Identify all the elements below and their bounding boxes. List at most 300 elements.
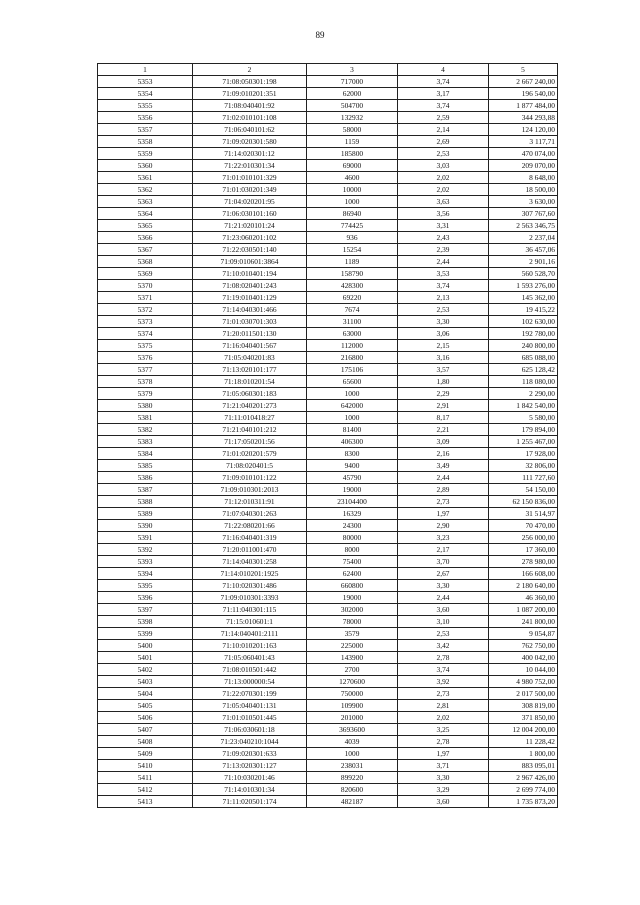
- table-cell-col-3: 482187: [307, 796, 398, 808]
- table-row: [98, 604, 558, 616]
- table-cell-col-4: 3,03: [398, 160, 489, 172]
- table-cell-col-2: 71:13:020301:127: [193, 760, 307, 772]
- table-cell-col-3: 2700: [307, 664, 398, 676]
- table-cell-col-3: 642000: [307, 400, 398, 412]
- table-cell-col-5: 111 727,60: [489, 472, 558, 484]
- table-row: [98, 76, 558, 88]
- table-cell-col-3: 15254: [307, 244, 398, 256]
- table-cell-col-3: 69220: [307, 292, 398, 304]
- table-cell-col-4: 3,49: [398, 460, 489, 472]
- table-cell-col-5: 308 819,00: [489, 700, 558, 712]
- table-cell-col-3: 31100: [307, 316, 398, 328]
- table-cell-col-2: 71:01:020201:579: [193, 448, 307, 460]
- table-row: [98, 748, 558, 760]
- table-cell-col-1: 5389: [98, 508, 193, 520]
- table-cell-col-5: 2 290,00: [489, 388, 558, 400]
- table-cell-col-2: 71:16:040401:567: [193, 340, 307, 352]
- table-cell-col-4: 3,10: [398, 616, 489, 628]
- table-row: [98, 652, 558, 664]
- table-cell-col-5: 118 080,00: [489, 376, 558, 388]
- table-cell-col-4: 2,29: [398, 388, 489, 400]
- table-cell-col-2: 71:16:040401:319: [193, 532, 307, 544]
- table-cell-col-1: 5407: [98, 724, 193, 736]
- page-number: 89: [315, 30, 325, 40]
- table-cell-col-3: 225000: [307, 640, 398, 652]
- table-cell-col-2: 71:01:030201:349: [193, 184, 307, 196]
- table-row: [98, 784, 558, 796]
- table-row: [98, 148, 558, 160]
- table-cell-col-1: 5412: [98, 784, 193, 796]
- table-row: [98, 184, 558, 196]
- table-row: [98, 160, 558, 172]
- table-row: [98, 484, 558, 496]
- table-cell-col-1: 5366: [98, 232, 193, 244]
- table-row: [98, 772, 558, 784]
- table-cell-col-4: 3,23: [398, 532, 489, 544]
- table-row: [98, 124, 558, 136]
- table-cell-col-1: 5356: [98, 112, 193, 124]
- table-cell-col-2: 71:09:010601:3864: [193, 256, 307, 268]
- column-header-5: 5: [489, 64, 558, 76]
- table-row: [98, 712, 558, 724]
- table-cell-col-3: 58000: [307, 124, 398, 136]
- table-cell-col-1: 5358: [98, 136, 193, 148]
- table-row: [98, 88, 558, 100]
- table-cell-col-3: 1000: [307, 388, 398, 400]
- table-cell-col-5: 62 150 836,00: [489, 496, 558, 508]
- table-cell-col-2: 71:14:010301:34: [193, 784, 307, 796]
- table-cell-col-1: 5402: [98, 664, 193, 676]
- table-row: [98, 760, 558, 772]
- table-row: [98, 556, 558, 568]
- table-cell-col-3: 8300: [307, 448, 398, 460]
- table-cell-col-4: 2,44: [398, 472, 489, 484]
- table-cell-col-4: 2,53: [398, 148, 489, 160]
- table-cell-col-4: 3,70: [398, 556, 489, 568]
- table-cell-col-2: 71:08:020401:243: [193, 280, 307, 292]
- table-cell-col-5: 9 054,87: [489, 628, 558, 640]
- table-cell-col-4: 2,14: [398, 124, 489, 136]
- table-cell-col-3: 185800: [307, 148, 398, 160]
- table-cell-col-3: 81400: [307, 424, 398, 436]
- table-cell-col-1: 5367: [98, 244, 193, 256]
- table-row: [98, 400, 558, 412]
- table-cell-col-3: 19000: [307, 484, 398, 496]
- table-cell-col-3: 69000: [307, 160, 398, 172]
- table-row: [98, 100, 558, 112]
- table-row: [98, 796, 558, 808]
- table-row: [98, 496, 558, 508]
- table-cell-col-3: 3579: [307, 628, 398, 640]
- table-cell-col-1: 5385: [98, 460, 193, 472]
- table-cell-col-1: 5365: [98, 220, 193, 232]
- table-cell-col-2: 71:06:030101:160: [193, 208, 307, 220]
- table-cell-col-5: 1 087 200,00: [489, 604, 558, 616]
- table-cell-col-4: 2,17: [398, 544, 489, 556]
- table-cell-col-1: 5392: [98, 544, 193, 556]
- table-cell-col-3: 774425: [307, 220, 398, 232]
- table-cell-col-1: 5370: [98, 280, 193, 292]
- table-cell-col-5: 883 095,01: [489, 760, 558, 772]
- table-cell-col-4: 3,30: [398, 772, 489, 784]
- table-row: [98, 280, 558, 292]
- table-row: [98, 112, 558, 124]
- table-cell-col-1: 5381: [98, 412, 193, 424]
- table-cell-col-3: 19000: [307, 592, 398, 604]
- table-cell-col-5: 11 228,42: [489, 736, 558, 748]
- header-row: [98, 64, 558, 76]
- table-cell-col-1: 5405: [98, 700, 193, 712]
- table-cell-col-5: 400 042,00: [489, 652, 558, 664]
- table-cell-col-3: 660800: [307, 580, 398, 592]
- table-cell-col-4: 2,81: [398, 700, 489, 712]
- table-cell-col-5: 470 074,00: [489, 148, 558, 160]
- table-cell-col-3: 1189: [307, 256, 398, 268]
- table-cell-col-5: 4 980 752,00: [489, 676, 558, 688]
- column-header-4: 4: [398, 64, 489, 76]
- table-cell-col-3: 1000: [307, 196, 398, 208]
- table-row: [98, 472, 558, 484]
- table-cell-col-5: 2 967 426,00: [489, 772, 558, 784]
- table-cell-col-4: 3,60: [398, 604, 489, 616]
- column-header-2: 2: [193, 64, 307, 76]
- table-cell-col-5: 12 004 200,00: [489, 724, 558, 736]
- table-cell-col-4: 2,02: [398, 712, 489, 724]
- table-cell-col-5: 17 360,00: [489, 544, 558, 556]
- table-cell-col-2: 71:21:040101:212: [193, 424, 307, 436]
- table-cell-col-3: 65600: [307, 376, 398, 388]
- table-cell-col-2: 71:01:010501:445: [193, 712, 307, 724]
- table-cell-col-4: 3,30: [398, 316, 489, 328]
- table-row: [98, 688, 558, 700]
- table-cell-col-5: 5 580,00: [489, 412, 558, 424]
- table-cell-col-4: 3,57: [398, 364, 489, 376]
- table-cell-col-1: 5388: [98, 496, 193, 508]
- table-cell-col-2: 71:01:030701:303: [193, 316, 307, 328]
- column-header-3: 3: [307, 64, 398, 76]
- table-cell-col-3: 504700: [307, 100, 398, 112]
- table-cell-col-5: 192 780,00: [489, 328, 558, 340]
- table-cell-col-3: 201000: [307, 712, 398, 724]
- table-cell-col-3: 406300: [307, 436, 398, 448]
- table-cell-col-5: 19 415,22: [489, 304, 558, 316]
- table-cell-col-5: 18 500,00: [489, 184, 558, 196]
- table-cell-col-2: 71:11:010418:27: [193, 412, 307, 424]
- table-cell-col-2: 71:04:020201:95: [193, 196, 307, 208]
- table-cell-col-2: 71:22:030501:140: [193, 244, 307, 256]
- table-cell-col-5: 1 877 484,00: [489, 100, 558, 112]
- table-cell-col-4: 2,59: [398, 112, 489, 124]
- table-row: [98, 244, 558, 256]
- table-cell-col-4: 2,90: [398, 520, 489, 532]
- table-cell-col-3: 112000: [307, 340, 398, 352]
- table-cell-col-1: 5369: [98, 268, 193, 280]
- table-cell-col-2: 71:10:010201:163: [193, 640, 307, 652]
- table-cell-col-1: 5354: [98, 88, 193, 100]
- table-cell-col-4: 2,89: [398, 484, 489, 496]
- table-cell-col-4: 3,30: [398, 580, 489, 592]
- table-cell-col-1: 5353: [98, 76, 193, 88]
- table-cell-col-3: 62400: [307, 568, 398, 580]
- table-cell-col-4: 8,17: [398, 412, 489, 424]
- table-row: [98, 676, 558, 688]
- table-row: [98, 460, 558, 472]
- table-cell-col-3: 78000: [307, 616, 398, 628]
- table-cell-col-5: 560 528,70: [489, 268, 558, 280]
- table-cell-col-5: 145 362,00: [489, 292, 558, 304]
- table-cell-col-3: 899220: [307, 772, 398, 784]
- table-cell-col-1: 5379: [98, 388, 193, 400]
- table-row: [98, 292, 558, 304]
- table-cell-col-5: 2 667 240,00: [489, 76, 558, 88]
- table-row: [98, 340, 558, 352]
- table-cell-col-3: 158790: [307, 268, 398, 280]
- table-cell-col-1: 5373: [98, 316, 193, 328]
- table-cell-col-4: 3,06: [398, 328, 489, 340]
- table-cell-col-5: 2 017 500,00: [489, 688, 558, 700]
- table-cell-col-1: 5355: [98, 100, 193, 112]
- table-row: [98, 424, 558, 436]
- table-cell-col-5: 36 457,06: [489, 244, 558, 256]
- table-cell-col-2: 71:02:010101:108: [193, 112, 307, 124]
- table-cell-col-2: 71:09:010201:351: [193, 88, 307, 100]
- table-cell-col-3: 820600: [307, 784, 398, 796]
- table-cell-col-3: 4039: [307, 736, 398, 748]
- table-cell-col-5: 179 894,00: [489, 424, 558, 436]
- table-row: [98, 208, 558, 220]
- table-cell-col-3: 238031: [307, 760, 398, 772]
- table-cell-col-1: 5413: [98, 796, 193, 808]
- table-cell-col-2: 71:05:060401:43: [193, 652, 307, 664]
- table-cell-col-4: 1,80: [398, 376, 489, 388]
- table-cell-col-1: 5372: [98, 304, 193, 316]
- table-row: [98, 172, 558, 184]
- table-cell-col-5: 344 293,88: [489, 112, 558, 124]
- table-cell-col-4: 2,91: [398, 400, 489, 412]
- table-cell-col-2: 71:22:070301:199: [193, 688, 307, 700]
- table-cell-col-3: 9400: [307, 460, 398, 472]
- table-cell-col-3: 936: [307, 232, 398, 244]
- table-row: [98, 232, 558, 244]
- table-cell-col-5: 46 360,00: [489, 592, 558, 604]
- table-cell-col-2: 71:06:030601:18: [193, 724, 307, 736]
- table-cell-col-2: 71:14:040401:2111: [193, 628, 307, 640]
- table-cell-col-5: 196 540,00: [489, 88, 558, 100]
- table-cell-col-1: 5403: [98, 676, 193, 688]
- table-cell-col-5: 625 128,42: [489, 364, 558, 376]
- table-row: [98, 520, 558, 532]
- table-cell-col-2: 71:17:050201:56: [193, 436, 307, 448]
- table-cell-col-1: 5382: [98, 424, 193, 436]
- table-cell-col-3: 1000: [307, 748, 398, 760]
- table-cell-col-4: 2,69: [398, 136, 489, 148]
- table-cell-col-5: 8 648,00: [489, 172, 558, 184]
- table-cell-col-5: 1 842 540,00: [489, 400, 558, 412]
- table-cell-col-2: 71:21:020101:24: [193, 220, 307, 232]
- table-cell-col-2: 71:08:020401:5: [193, 460, 307, 472]
- column-header-1: 1: [98, 64, 193, 76]
- table-cell-col-1: 5396: [98, 592, 193, 604]
- table-row: [98, 628, 558, 640]
- table-row: [98, 316, 558, 328]
- table-cell-col-4: 3,09: [398, 436, 489, 448]
- table-cell-col-3: 4600: [307, 172, 398, 184]
- table-row: [98, 196, 558, 208]
- table-cell-col-4: 3,42: [398, 640, 489, 652]
- table-cell-col-2: 71:10:020301:486: [193, 580, 307, 592]
- table-cell-col-1: 5409: [98, 748, 193, 760]
- table-cell-col-4: 2,13: [398, 292, 489, 304]
- table-cell-col-4: 3,74: [398, 664, 489, 676]
- table-cell-col-5: 3 117,71: [489, 136, 558, 148]
- table-cell-col-5: 685 088,00: [489, 352, 558, 364]
- table-cell-col-3: 109900: [307, 700, 398, 712]
- table-body: [98, 76, 558, 808]
- table-cell-col-3: 175106: [307, 364, 398, 376]
- table-cell-col-2: 71:05:040201:83: [193, 352, 307, 364]
- table-cell-col-5: 10 044,00: [489, 664, 558, 676]
- table-cell-col-3: 10000: [307, 184, 398, 196]
- table-cell-col-2: 71:08:010501:442: [193, 664, 307, 676]
- table-cell-col-5: 762 750,00: [489, 640, 558, 652]
- table-cell-col-4: 1,97: [398, 508, 489, 520]
- table-cell-col-4: 3,74: [398, 100, 489, 112]
- table-cell-col-3: 45790: [307, 472, 398, 484]
- table-cell-col-1: 5391: [98, 532, 193, 544]
- table-row: [98, 736, 558, 748]
- table-cell-col-4: 2,53: [398, 628, 489, 640]
- table-row: [98, 544, 558, 556]
- table-row: [98, 256, 558, 268]
- table-cell-col-1: 5404: [98, 688, 193, 700]
- table-cell-col-1: 5384: [98, 448, 193, 460]
- table-cell-col-5: 307 767,60: [489, 208, 558, 220]
- table-row: [98, 136, 558, 148]
- table-row: [98, 580, 558, 592]
- table-cell-col-3: 24300: [307, 520, 398, 532]
- table-cell-col-5: 256 000,00: [489, 532, 558, 544]
- table-cell-col-2: 71:20:011501:130: [193, 328, 307, 340]
- table-cell-col-1: 5360: [98, 160, 193, 172]
- table-cell-col-2: 71:11:020501:174: [193, 796, 307, 808]
- table-cell-col-4: 2,44: [398, 592, 489, 604]
- table-cell-col-3: 23104400: [307, 496, 398, 508]
- table-cell-col-5: 278 980,00: [489, 556, 558, 568]
- table-cell-col-3: 1000: [307, 412, 398, 424]
- table-cell-col-3: 302000: [307, 604, 398, 616]
- table-cell-col-2: 71:14:040301:258: [193, 556, 307, 568]
- table-cell-col-3: 8000: [307, 544, 398, 556]
- table-cell-col-3: 3693600: [307, 724, 398, 736]
- table-cell-col-3: 63000: [307, 328, 398, 340]
- table-row: [98, 640, 558, 652]
- table-cell-col-5: 240 800,00: [489, 340, 558, 352]
- table-cell-col-5: 1 735 873,20: [489, 796, 558, 808]
- table-cell-col-2: 71:05:060301:183: [193, 388, 307, 400]
- table-cell-col-1: 5371: [98, 292, 193, 304]
- table-cell-col-1: 5401: [98, 652, 193, 664]
- table-cell-col-2: 71:14:020301:12: [193, 148, 307, 160]
- table-cell-col-2: 71:14:040301:466: [193, 304, 307, 316]
- table-cell-col-4: 2,78: [398, 652, 489, 664]
- table-cell-col-2: 71:09:010301:2013: [193, 484, 307, 496]
- table-cell-col-4: 2,15: [398, 340, 489, 352]
- table-cell-col-3: 143900: [307, 652, 398, 664]
- table-cell-col-1: 5399: [98, 628, 193, 640]
- table-cell-col-2: 71:10:010401:194: [193, 268, 307, 280]
- table-row: [98, 724, 558, 736]
- table-header: [98, 64, 558, 76]
- table-cell-col-2: 71:14:010201:1925: [193, 568, 307, 580]
- table-cell-col-3: 1270600: [307, 676, 398, 688]
- table-cell-col-1: 5398: [98, 616, 193, 628]
- table-cell-col-2: 71:07:040301:263: [193, 508, 307, 520]
- table-cell-col-2: 71:09:010101:122: [193, 472, 307, 484]
- table-cell-col-1: 5361: [98, 172, 193, 184]
- table-row: [98, 412, 558, 424]
- table-cell-col-4: 3,71: [398, 760, 489, 772]
- table-cell-col-4: 2,39: [398, 244, 489, 256]
- table-row: [98, 328, 558, 340]
- table-cell-col-2: 71:09:010301:3393: [193, 592, 307, 604]
- table-cell-col-1: 5397: [98, 604, 193, 616]
- table-cell-col-4: 2,44: [398, 256, 489, 268]
- table-cell-col-5: 2 563 346,75: [489, 220, 558, 232]
- table-row: [98, 508, 558, 520]
- table-cell-col-2: 71:09:020301:633: [193, 748, 307, 760]
- table-row: [98, 436, 558, 448]
- table-cell-col-5: 1 593 276,00: [489, 280, 558, 292]
- table-cell-col-1: 5380: [98, 400, 193, 412]
- table-cell-col-1: 5390: [98, 520, 193, 532]
- table-cell-col-5: 2 901,16: [489, 256, 558, 268]
- table-cell-col-2: 71:05:040401:131: [193, 700, 307, 712]
- table-cell-col-5: 209 070,00: [489, 160, 558, 172]
- table-cell-col-4: 2,43: [398, 232, 489, 244]
- table-cell-col-3: 216800: [307, 352, 398, 364]
- table-cell-col-5: 102 630,00: [489, 316, 558, 328]
- table-cell-col-4: 2,53: [398, 304, 489, 316]
- table-row: [98, 268, 558, 280]
- table-cell-col-2: 71:20:011001:470: [193, 544, 307, 556]
- table-cell-col-1: 5363: [98, 196, 193, 208]
- table-cell-col-2: 71:01:010101:329: [193, 172, 307, 184]
- table-cell-col-4: 3,17: [398, 88, 489, 100]
- table-cell-col-2: 71:08:040401:92: [193, 100, 307, 112]
- table-cell-col-3: 1159: [307, 136, 398, 148]
- table-row: [98, 616, 558, 628]
- table-cell-col-2: 71:08:050301:198: [193, 76, 307, 88]
- table-cell-col-4: 2,67: [398, 568, 489, 580]
- table-cell-col-1: 5383: [98, 436, 193, 448]
- table-cell-col-4: 3,74: [398, 76, 489, 88]
- table-cell-col-1: 5400: [98, 640, 193, 652]
- table-cell-col-1: 5357: [98, 124, 193, 136]
- table-cell-col-1: 5410: [98, 760, 193, 772]
- table-cell-col-2: 71:22:080201:66: [193, 520, 307, 532]
- table-cell-col-5: 241 800,00: [489, 616, 558, 628]
- table-cell-col-3: 75400: [307, 556, 398, 568]
- data-table: [97, 63, 558, 808]
- table-cell-col-1: 5374: [98, 328, 193, 340]
- table-cell-col-5: 2 180 640,00: [489, 580, 558, 592]
- table-cell-col-2: 71:10:030201:46: [193, 772, 307, 784]
- table-cell-col-3: 717000: [307, 76, 398, 88]
- table-cell-col-1: 5377: [98, 364, 193, 376]
- table-cell-col-4: 2,73: [398, 496, 489, 508]
- table-cell-col-1: 5364: [98, 208, 193, 220]
- table-cell-col-1: 5359: [98, 148, 193, 160]
